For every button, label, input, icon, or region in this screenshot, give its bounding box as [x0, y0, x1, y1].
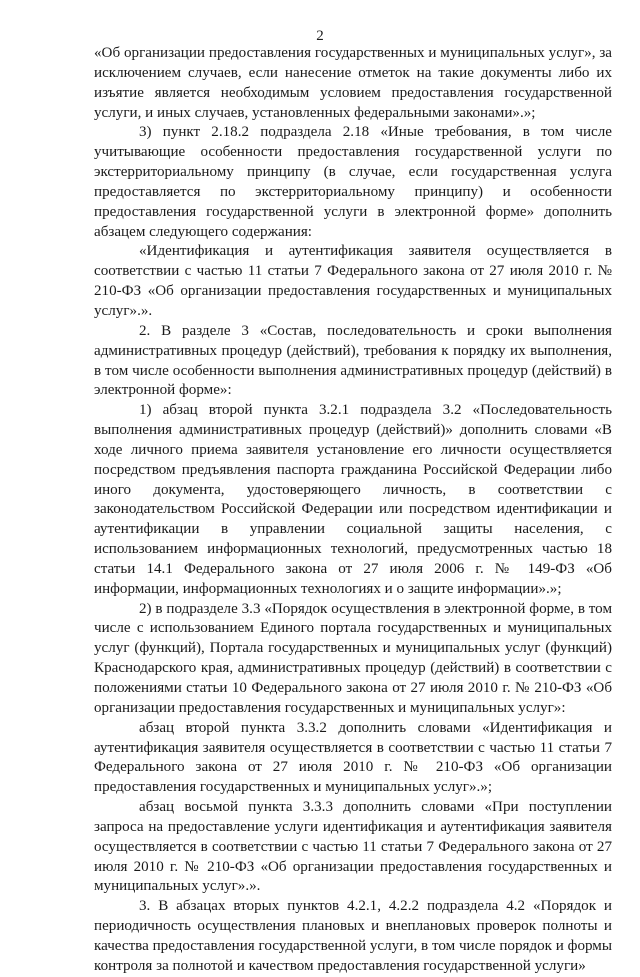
page-number: 2 [316, 28, 324, 44]
paragraph: «Идентификация и аутентификация заявителя осуществляется в соответствии с частью 11 статьи 7 Федерального закона от 27 июля 2010 г. № 210-ФЗ «Об организации предоставления государственных и муниципальных услуг».». [94, 243, 612, 319]
paragraph: 1) абзац второй пункта 3.2.1 подраздела 3.2 «Последовательность выполнения административных процедур (действий)» дополнить словами «В ходе личного приема заявителя установление его личности осуществляется посредством предъявления паспорта гражданина Российской Федерации либо иного документа, удостоверяющего личность, в соответствии с законодательством Российской Федерации или посредством идентификации и аутентификации в управлении социальной защиты населения, с использованием информационных технологий, предусмотренных частью 18 статьи 14.1 Федерального закона от 27 июля 2006 г. № 149-ФЗ «Об информации, информационных технологиях и о защите информации».»; [94, 402, 612, 597]
paragraph: абзац второй пункта 3.3.2 дополнить словами «Идентификация и аутентификация заявителя осуществляется в соответствии с частью 11 статьи 7 Федерального закона от 27 июля 2010 г. № 210-ФЗ «Об организации предоставления государственных и муниципальных услуг».»; [94, 719, 612, 796]
paragraph: 2) в подразделе 3.3 «Порядок осуществления в электронной форме, в том числе с использованием Единого портала государственных и муниципальных услуг (функций), Портала государственных и муниципальных услуг (функций) Краснодарского края, административных процедур (действий) в соответствии с положениями статьи 10 Федерального закона от 27 июля 2010 г. № 210-ФЗ «Об организации предоставления государственных и муниципальных услуг»: [94, 600, 612, 716]
paragraph: абзац восьмой пункта 3.3.3 дополнить словами «При поступлении запроса на предоставление услуги идентификация и аутентификация заявителя осуществляется в соответствии с частью 11 статьи 7 Федерального закона от 27 июля 2010 г. № 210-ФЗ «Об организации предоставления государственных и муниципальных услуг».». [94, 799, 612, 895]
document-body [94, 44, 612, 977]
paragraph: «Об организации предоставления государственных и муниципальных услуг», за исключением случаев, если нанесение отметок на такие документы либо их изъятие является необходимым условием предоставления государственной услуги, и иных случаев, установленных федеральными законами».»; [94, 45, 612, 121]
paragraph: 2. В разделе 3 «Состав, последовательность и сроки выполнения административных процедур (действий), требования к порядку их выполнения, в том числе особенности выполнения административных процедур (действий) в электронной форме»: [94, 322, 612, 399]
paragraph: 3. В абзацах вторых пунктов 4.2.1, 4.2.2 подраздела 4.2 «Порядок и периодичность осуществления плановых и внеплановых проверок полноты и качества предоставления государственной услуги, в том числе порядок и формы контроля за полнотой и качеством предоставления государственной услуги» [94, 898, 612, 974]
paragraph: 3) пункт 2.18.2 подраздела 2.18 «Иные требования, в том числе учитывающие особенности предоставления государственной услуги по экстерриториальному принципу (в случае, если государственная услуга предоставляется по экстерриториальному принципу) и особенности предоставления государственной услуги в электронной форме» дополнить абзацем следующего содержания: [94, 124, 612, 240]
